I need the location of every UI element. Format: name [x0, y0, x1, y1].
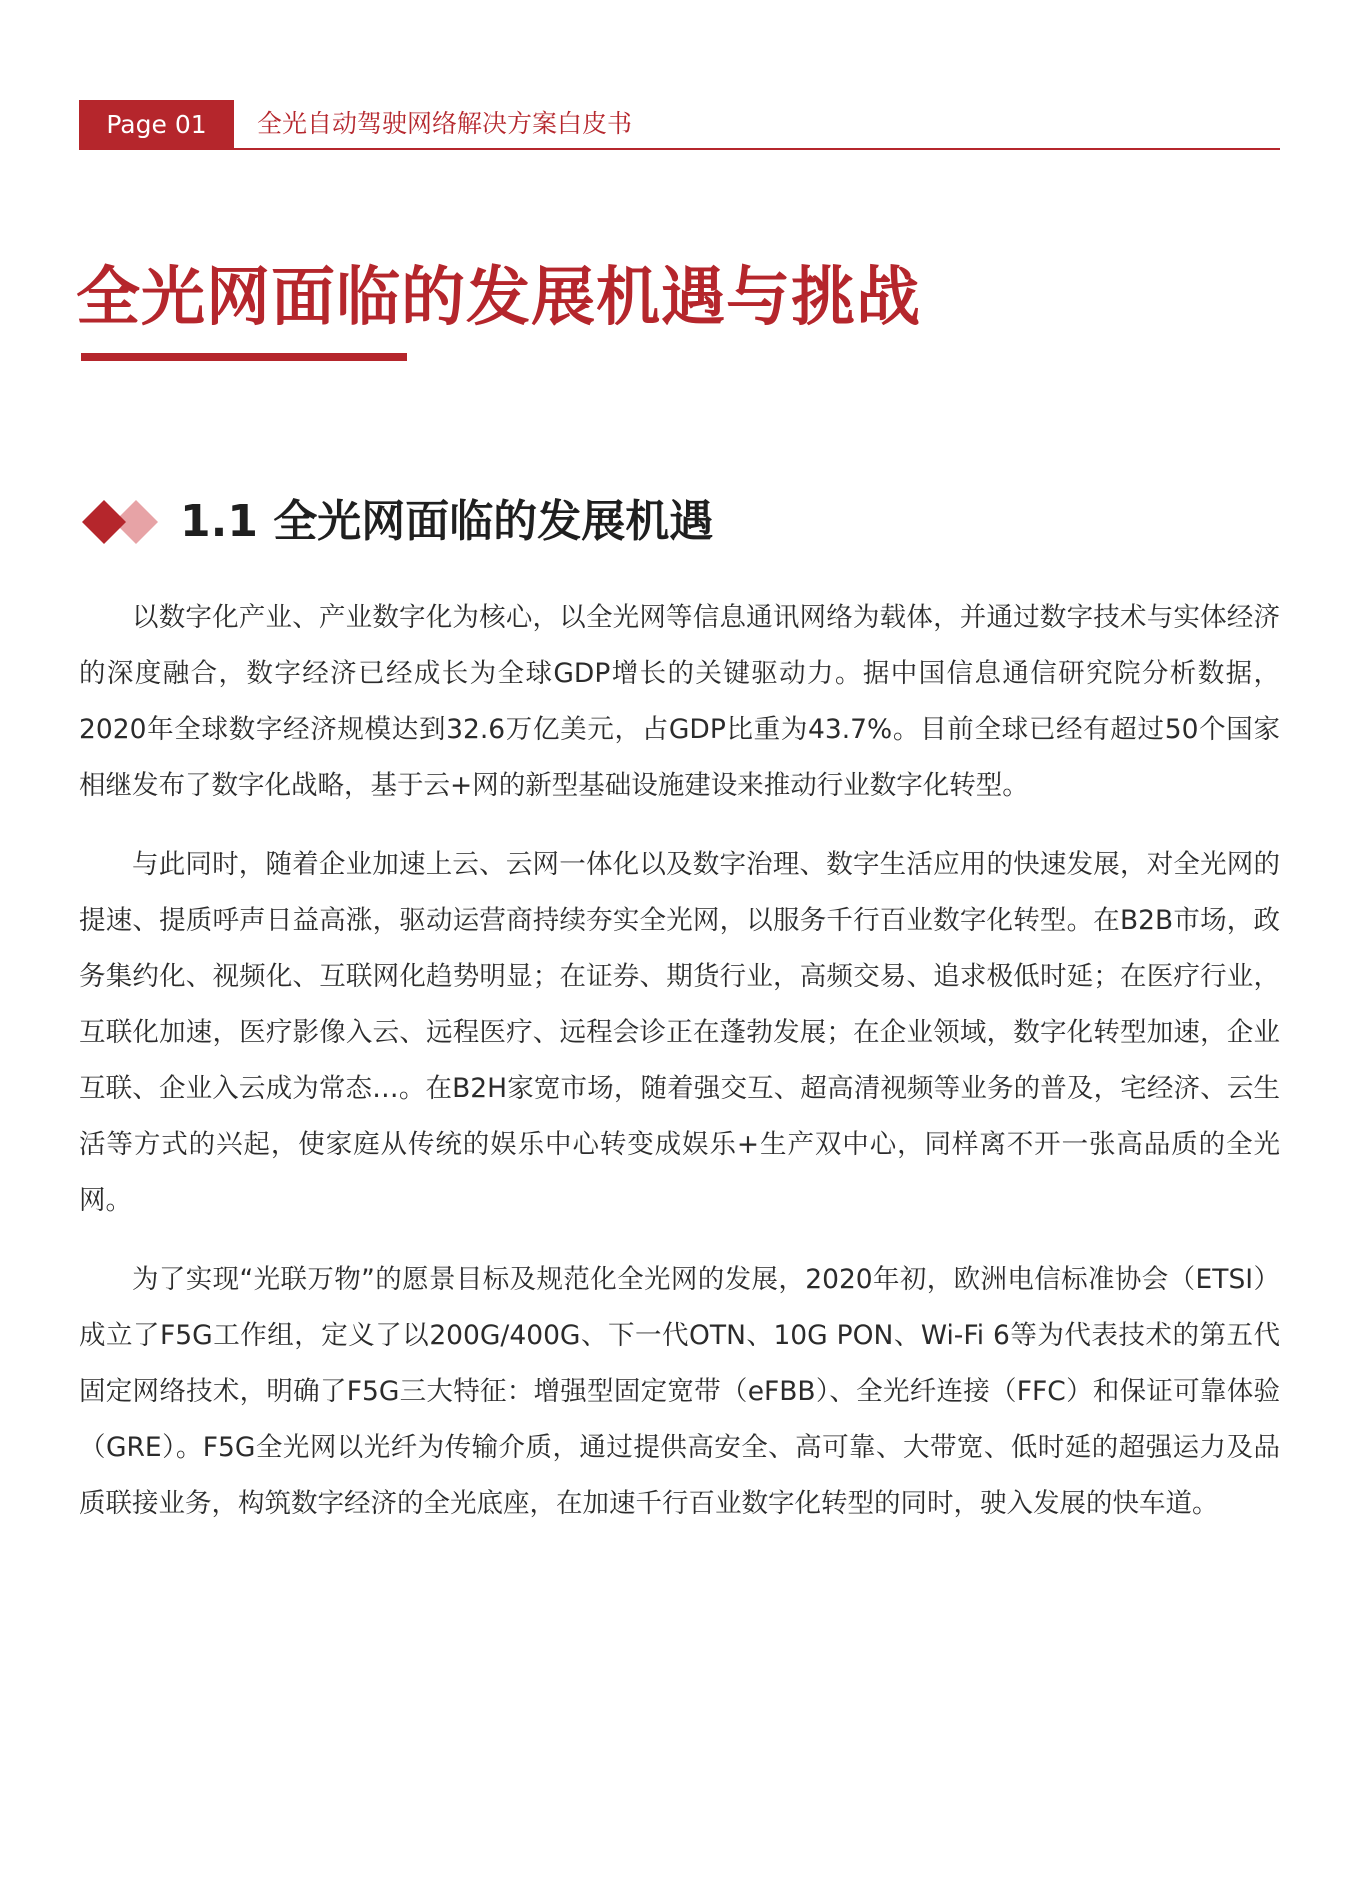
diamond-dark-shape — [82, 500, 126, 544]
diamond-bullet-icon — [80, 500, 160, 544]
chapter-title-underline — [81, 353, 407, 361]
chapter-title: 全光网面临的发展机遇与挑战 — [76, 261, 921, 335]
paragraph-3: 为了实现“光联万物”的愿景目标及规范化全光网的发展，2020年初，欧洲电信标准协会（ETSI）成立了F5G工作组，定义了以200G/400G、下一代OTN、10G PON、Wi-Fi 6等为代表技术的第五代固定网络技术，明确了F5G三大特征：增强型固定宽带（eFBB）、全光纤连接（FFC）和保证可靠体验（GRE）。F5G全光网以光纤为传输介质，通过提供高安全、高可靠、大带宽、低时延的超强运力及品质联接业务，构筑数字经济的全光底座，在加速千行百业数字化转型的同时，驶入发展的快车道。 — [79, 1264, 1280, 1519]
document-title: 全光自动驾驶网络解决方案白皮书 — [257, 109, 633, 138]
page-header — [79, 100, 1280, 150]
body-content — [79, 590, 1280, 1555]
header-divider — [79, 148, 1280, 150]
paragraph-2: 与此同时，随着企业加速上云、云网一体化以及数字治理、数字生活应用的快速发展，对全光网的提速、提质呼声日益高涨，驱动运营商持续夯实全光网，以服务千行百业数字化转型。在B2B市场，政务集约化、视频化、互联网化趋势明显；在证券、期货行业，高频交易、追求极低时延；在医疗行业，互联化加速，医疗影像入云、远程医疗、远程会诊正在蓬勃发展；在企业领域，数字化转型加速，企业互联、企业入云成为常态…。在B2H家宽市场，随着强交互、超高清视频等业务的普及，宅经济、云生活等方式的兴起，使家庭从传统的娱乐中心转变成娱乐+生产双中心，同样离不开一张高品质的全光网。 — [79, 849, 1280, 1216]
page-number-tag: Page 01 — [79, 100, 234, 150]
paragraph-1: 以数字化产业、产业数字化为核心，以全光网等信息通讯网络为载体，并通过数字技术与实体经济的深度融合，数字经济已经成长为全球GDP增长的关键驱动力。据中国信息通信研究院分析数据，2020年全球数字经济规模达到32.6万亿美元，占GDP比重为43.7%。目前全球已经有超过50个国家相继发布了数字化战略，基于云+网的新型基础设施建设来推动行业数字化转型。 — [79, 602, 1280, 801]
section-title: 1.1 全光网面临的发展机遇 — [180, 496, 714, 547]
